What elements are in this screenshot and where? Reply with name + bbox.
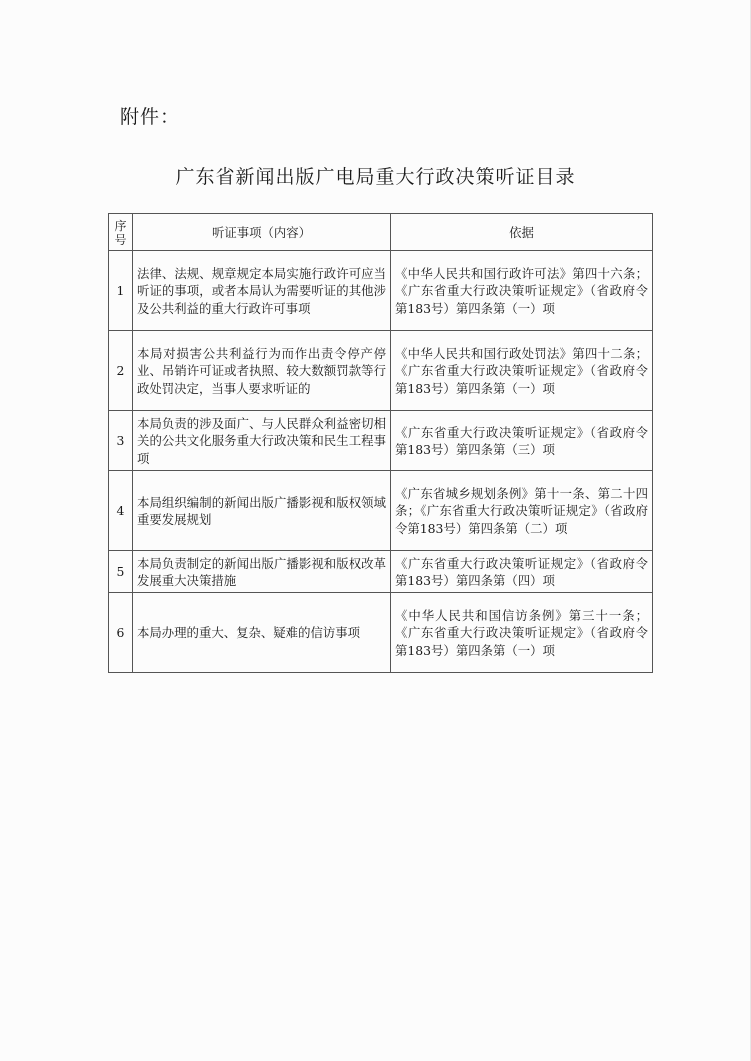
header-serial-line2: 号 [114,232,127,247]
row-basis: 《广东省重大行政决策听证规定》（省政府令第183号）第四条第（四）项 [391,551,653,593]
row-basis: 《中华人民共和国行政许可法》第四十六条；《广东省重大行政决策听证规定》（省政府令第183号）第四条第（一）项 [391,251,653,331]
row-hearing-item: 法律、法规、规章规定本局实施行政许可应当听证的事项，或者本局认为需要听证的其他涉及公共利益的重大行政许可事项 [133,251,391,331]
header-serial-line1: 序 [114,218,127,233]
table-row [109,251,653,331]
table-row [109,471,653,551]
row-hearing-item: 本局负责制定的新闻出版广播影视和版权改革发展重大决策措施 [133,551,391,593]
header-serial-number [109,214,133,251]
table-row [109,331,653,411]
header-hearing-item: 听证事项（内容） [133,214,391,251]
row-hearing-item: 本局办理的重大、复杂、疑难的信访事项 [133,593,391,673]
header-basis: 依据 [391,214,653,251]
row-basis: 《广东省重大行政决策听证规定》（省政府令第183号）第四条第（三）项 [391,411,653,471]
row-hearing-item: 本局负责的涉及面广、与人民群众利益密切相关的公共文化服务重大行政决策和民生工程事项 [133,411,391,471]
row-number: 1 [109,251,133,331]
table-header-row [109,214,653,251]
row-hearing-item: 本局组织编制的新闻出版广播影视和版权领域重要发展规划 [133,471,391,551]
row-hearing-item: 本局对损害公共利益行为而作出责令停产停业、吊销许可证或者执照、较大数额罚款等行政处罚决定，当事人要求听证的 [133,331,391,411]
row-number: 3 [109,411,133,471]
row-number: 5 [109,551,133,593]
attachment-label: 附件： [120,106,181,128]
table-row [109,551,653,593]
row-number: 4 [109,471,133,551]
row-basis: 《广东省城乡规划条例》第十一条、第二十四条；《广东省重大行政决策听证规定》（省政府令第183号）第四条第（二）项 [391,471,653,551]
table-row [109,593,653,673]
hearing-catalog-table [108,213,653,673]
table-row [109,411,653,471]
row-number: 2 [109,331,133,411]
row-basis: 《中华人民共和国信访条例》第三十一条；《广东省重大行政决策听证规定》（省政府令第183号）第四条第（一）项 [391,593,653,673]
document-title: 广东省新闻出版广电局重大行政决策听证目录 [175,166,576,188]
row-number: 6 [109,593,133,673]
row-basis: 《中华人民共和国行政处罚法》第四十二条；《广东省重大行政决策听证规定》（省政府令第183号）第四条第（一）项 [391,331,653,411]
